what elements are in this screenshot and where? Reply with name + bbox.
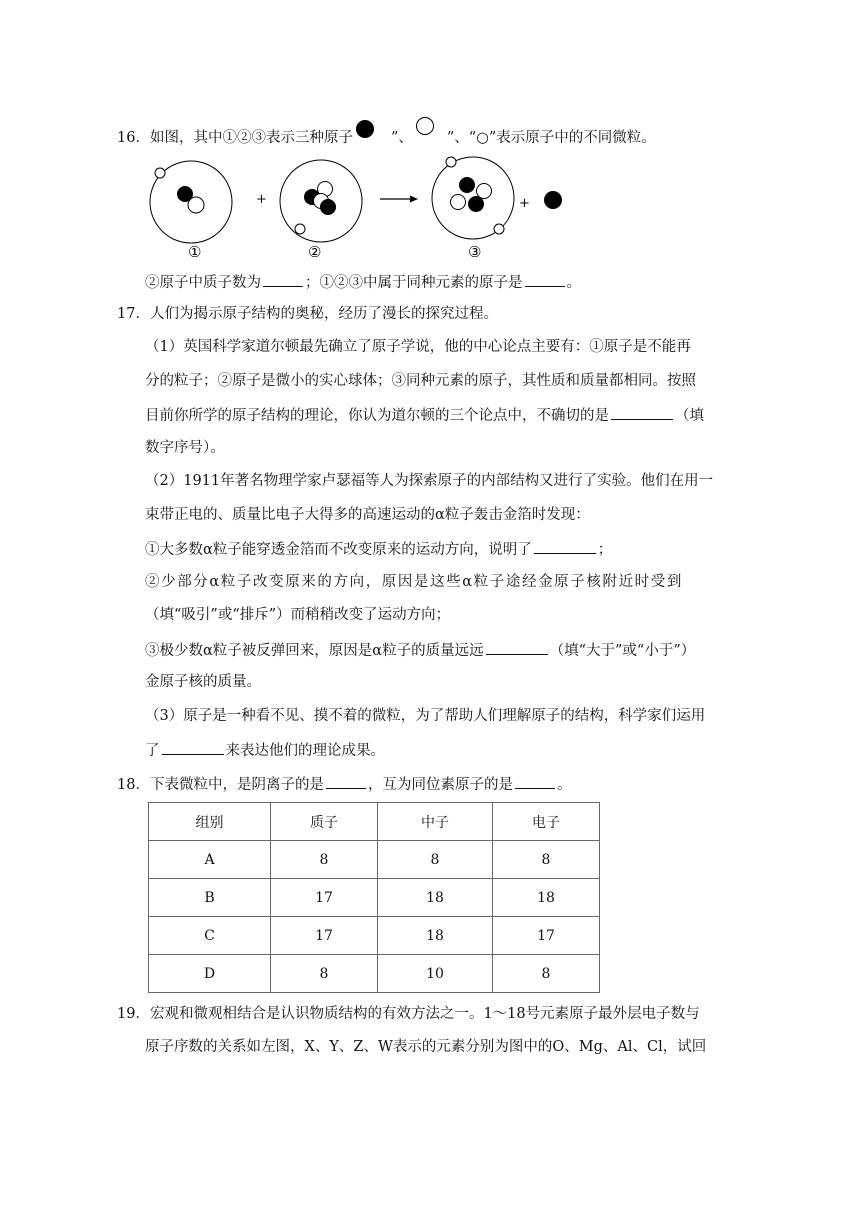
q17-p2-line7: 金原子核的质量。	[145, 674, 261, 690]
table-cell: B	[149, 879, 271, 917]
table-cell: 8	[493, 841, 600, 879]
q17-dalton-blank[interactable]	[611, 404, 673, 420]
atom-1-label: ①	[188, 243, 202, 261]
q17-p2-line1: （2）1911年著名物理学家卢瑟福等人为探索原子的内部结构又进行了实验。他们在用一	[145, 473, 714, 489]
table-cell: 8	[378, 841, 493, 879]
atom-3-label: ③	[468, 243, 482, 261]
q17-mass-compare-blank[interactable]	[486, 639, 548, 655]
q17-p1-line3-text-b: （填	[675, 408, 704, 424]
table-cell: 8	[271, 955, 378, 993]
q18-text-a: 18．下表微粒中，是阴离子的是	[117, 777, 324, 793]
table-row	[149, 917, 600, 955]
q19-line2: 原子序数的关系如左图，X、Y、Z、W表示的元素分别为图中的O、Mg、Al、Cl，试回	[145, 1039, 707, 1055]
q16-same-element-blank[interactable]	[525, 271, 565, 287]
q17-p2-line6-text-a: ③极少数α粒子被反弹回来，原因是α粒子的质量远远	[145, 643, 484, 659]
q17-p1-line4: 数字序号）。	[145, 440, 225, 456]
atom-2	[280, 160, 362, 242]
reaction-arrow-icon	[380, 196, 418, 203]
atom-3-electron-a	[446, 157, 456, 167]
q16-line2-text-b: ；①②③中属于同种元素的原子是	[305, 275, 523, 291]
neutron-white-icon	[415, 116, 435, 136]
atom-2-proton-b	[320, 199, 336, 215]
atom-3-proton-a	[459, 177, 475, 193]
q17-explain-blank[interactable]	[534, 538, 596, 554]
atom-1-electron	[155, 168, 165, 178]
atom-1	[150, 161, 232, 243]
q17-p3-line2-text-a: 了	[145, 743, 160, 759]
table-row	[149, 879, 600, 917]
header-group: 组别	[149, 803, 271, 841]
q17-p1-line3	[145, 404, 704, 426]
q19-line1: 19．宏观和微观相结合是认识物质结构的有效方法之一。1～18号元素原子最外层电子数与	[117, 1006, 700, 1022]
q17-p1-line3-text-a: 目前你所学的原子结构的理论，你认为道尔顿的三个论点中，不确切的是	[145, 408, 609, 424]
q17-model-blank[interactable]	[162, 739, 224, 755]
atom-3	[432, 157, 514, 239]
q17-p3-line2-text-b: 来表达他们的理论成果。	[225, 743, 385, 759]
q16-line1-text-a: 16．如图，其中①②③表示三种原子	[117, 130, 353, 146]
atom-1-neutron	[188, 197, 204, 213]
q16-line2-text-c: 。	[566, 275, 581, 291]
header-electrons: 电子	[493, 803, 600, 841]
table-cell: 18	[378, 879, 493, 917]
q16-line1-text-c: ”、“○”表示原子中的不同微粒。	[446, 130, 656, 146]
proton-black-icon	[355, 119, 375, 139]
free-proton	[544, 191, 562, 209]
q18-isotope-blank[interactable]	[515, 773, 555, 789]
q17-p2-line5: （填“吸引”或“排斥”）而稍稍改变了运动方向；	[145, 607, 451, 623]
q18-text-b: ，互为同位素原子的是	[367, 777, 513, 793]
table-cell: 8	[271, 841, 378, 879]
q17-p3-line1: （3）原子是一种看不见、摸不着的微粒，为了帮助人们理解原子的结构，科学家们运用	[145, 708, 706, 724]
table-row	[149, 841, 600, 879]
table-cell: C	[149, 917, 271, 955]
plus-sign-1: +	[256, 192, 267, 207]
atom-3-neutron-a	[477, 184, 492, 199]
q18-anion-blank[interactable]	[326, 773, 366, 789]
atom-3-proton-b	[468, 196, 484, 212]
table-cell: 17	[271, 879, 378, 917]
atom-3-neutron-b	[451, 195, 466, 210]
atom-3-electron-b	[494, 224, 504, 234]
table-row	[149, 955, 600, 993]
table-cell: A	[149, 841, 271, 879]
q17-p2-line3-text-b: ；	[597, 542, 613, 558]
q16-line1-text-b: ”、	[390, 130, 413, 146]
header-protons: 质子	[271, 803, 378, 841]
header-neutrons: 中子	[378, 803, 493, 841]
table-cell: 8	[493, 955, 600, 993]
q18-line	[117, 773, 571, 795]
q17-p2-line2: 束带正电的、质量比电子大得多的高速运动的α粒子轰击金箔时发现：	[145, 507, 590, 523]
q17-p3-line2	[145, 739, 385, 761]
q16-line2	[145, 271, 581, 293]
q17-p1-line1: （1）英国科学家道尔顿最先确立了原子学说，他的中心论点主要有：①原子是不能再	[145, 339, 691, 355]
q16-line2-text-a: ②原子中质子数为	[145, 275, 261, 291]
q17-p2-line6	[145, 639, 695, 661]
table-cell: 17	[493, 917, 600, 955]
table-cell: 10	[378, 955, 493, 993]
q17-title: 17．人们为揭示原子结构的奥秘，经历了漫长的探究过程。	[117, 306, 498, 322]
particle-table	[148, 802, 600, 993]
table-cell: 17	[271, 917, 378, 955]
q17-p2-line3-text-a: ①大多数α粒子能穿透金箔而不改变原来的运动方向，说明了	[145, 542, 532, 558]
q17-p1-line2: 分的粒子；②原子是微小的实心球体；③同种元素的原子，其性质和质量都相同。按照	[145, 373, 696, 389]
atom-2-label: ②	[308, 243, 322, 261]
q17-p2-line4: ②少部分α粒子改变原来的方向，原因是这些α粒子途经金原子核附近时受到	[145, 574, 683, 590]
q17-p2-line6-text-b: （填“大于”或“小于”）	[549, 643, 696, 659]
table-cell: D	[149, 955, 271, 993]
table-cell: 18	[493, 879, 600, 917]
atom-diagram	[140, 152, 760, 262]
q18-text-c: 。	[556, 777, 572, 793]
q16-proton-count-blank[interactable]	[263, 271, 303, 287]
q17-p2-line3	[145, 538, 612, 560]
plus-sign-2: +	[519, 196, 530, 211]
table-cell: 18	[378, 917, 493, 955]
atom-2-electron	[295, 224, 305, 234]
table-header-row	[149, 803, 600, 841]
q16-line1	[117, 116, 656, 148]
